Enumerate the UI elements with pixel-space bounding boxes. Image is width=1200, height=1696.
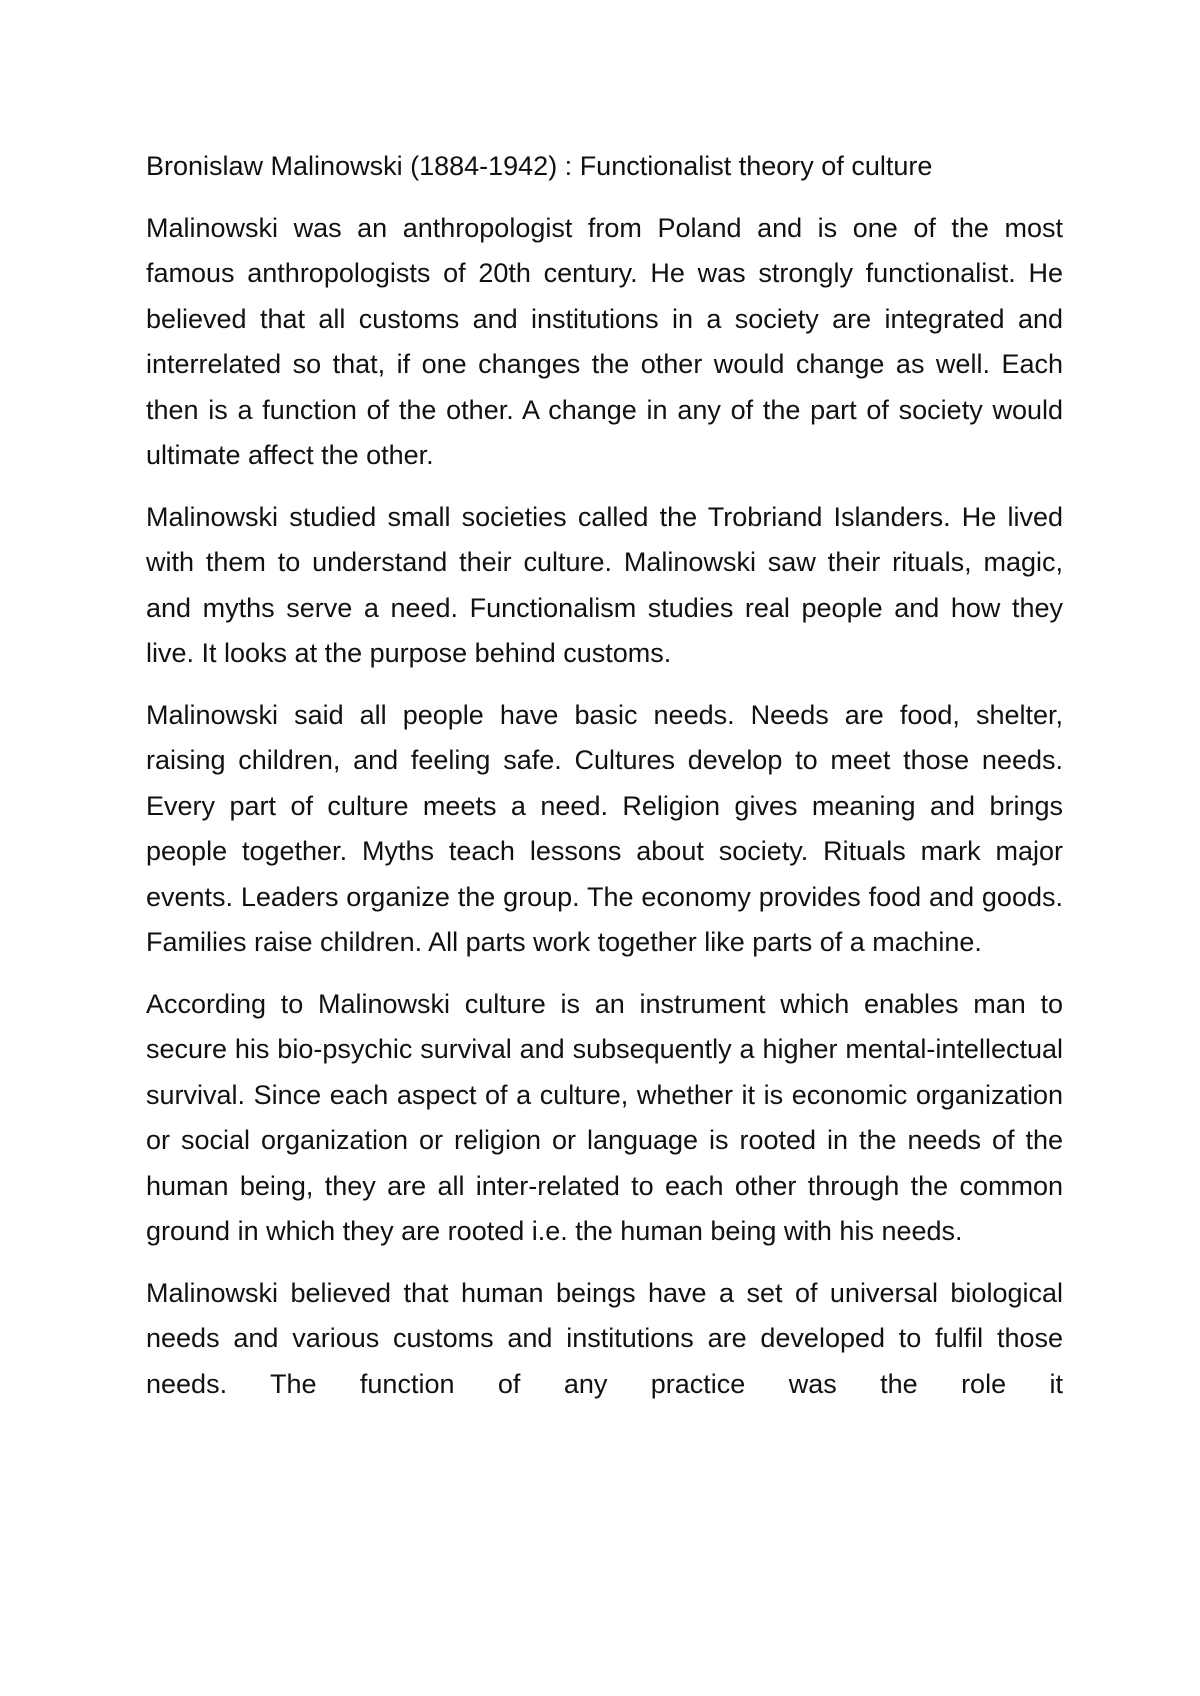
paragraph-5: Malinowski believed that human beings have a set of universal biological needs and various customs and institutions are developed to fulfil those needs. The function of any practice was the role it (146, 1277, 1063, 1399)
paragraph-4: According to Malinowski culture is an instrument which enables man to secure his bio-psychic survival and subsequently a higher mental-intellectual survival. Since each aspect of a culture, whether it is economic organization or social organization or religion or language is rooted in the needs of the human being, they are all inter-related to each other through the common ground in which they are rooted i.e. the human being with his needs. (146, 988, 1063, 1246)
paragraph-1: Malinowski was an anthropologist from Poland and is one of the most famous anthropologists of 20th century. He was strongly functionalist. He believed that all customs and institutions in a society are integrated and interrelated so that, if one changes the other would change as well. Each then is a function of the other. A change in any of the part of society would ultimate affect the other. (146, 212, 1063, 470)
paragraph-3: Malinowski said all people have basic needs. Needs are food, shelter, raising children, and feeling safe. Cultures develop to meet those needs. Every part of culture meets a need. Religion gives meaning and brings people together. Myths teach lessons about society. Rituals mark major events. Leaders organize the group. The economy provides food and goods. Families raise children. All parts work together like parts of a machine. (146, 699, 1063, 957)
paragraph-2: Malinowski studied small societies called the Trobriand Islanders. He lived with them to understand their culture. Malinowski saw their rituals, magic, and myths serve a need. Functionalism studies real people and how they live. It looks at the purpose behind customs. (146, 501, 1063, 668)
document-title: Bronislaw Malinowski (1884-1942) : Functionalist theory of culture (146, 151, 933, 181)
document-body (146, 144, 1063, 1423)
